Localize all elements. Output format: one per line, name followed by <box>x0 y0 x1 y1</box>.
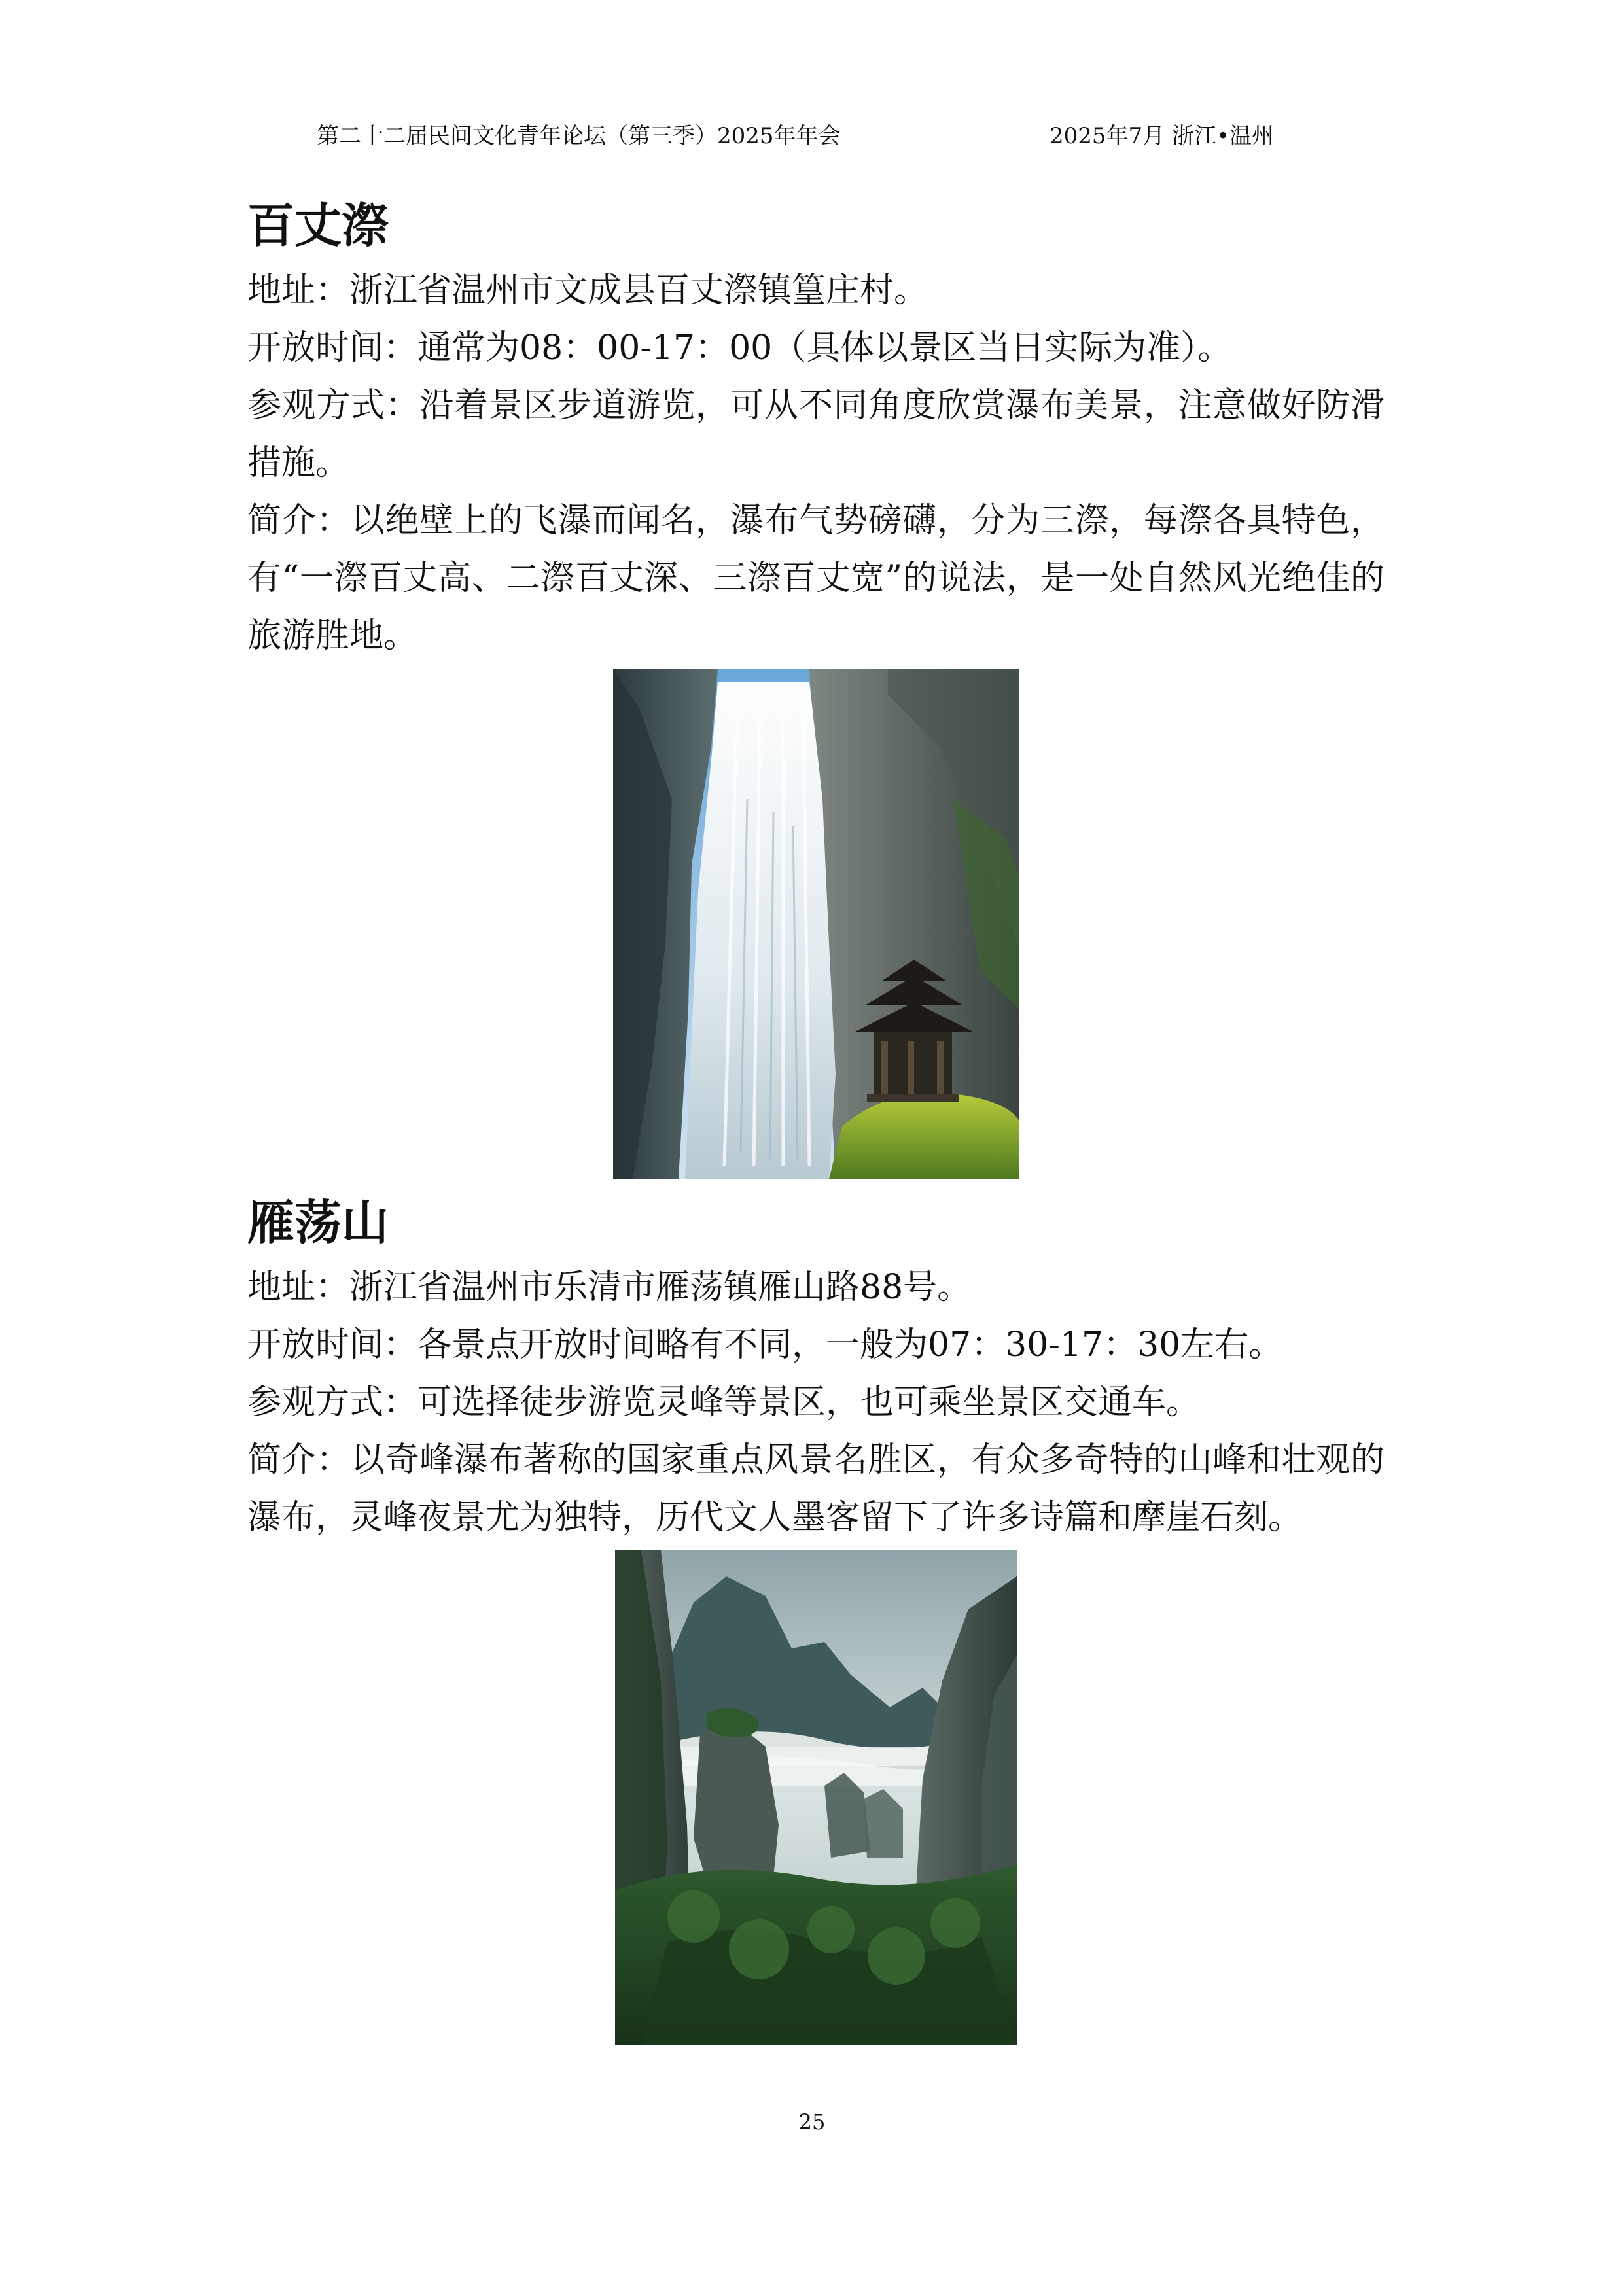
address-text: 地址：浙江省温州市乐清市雁荡镇雁山路88号。 <box>247 1268 972 1307</box>
visit-method-text: 参观方式：可选择徒步游览灵峰等景区，也可乘坐景区交通车。 <box>247 1383 1201 1422</box>
header-conference-title: 第二十二届民间文化青年论坛（第三季）2025年年会 <box>317 123 841 149</box>
opening-hours-text: 开放时间：各景点开放时间略有不同，一般为07：30-17：30左右。 <box>247 1325 1283 1365</box>
header-date-location: 2025年7月 浙江•温州 <box>1050 123 1275 149</box>
section-yandangshan <box>247 1187 1385 2045</box>
visit-method-text: 参观方式：沿着景区步道游览，可从不同角度欣赏瀑布美景，注意做好防滑措施。 <box>247 386 1385 483</box>
section-baizhangji <box>247 190 1385 1179</box>
page-content <box>247 190 1385 2053</box>
introduction-text: 简介：以奇峰瀑布著称的国家重点风景名胜区，有众多奇特的山峰和壮观的瀑布，灵峰夜景尤为独特，历代文人墨客留下了许多诗篇和摩崖石刻。 <box>247 1440 1385 1537</box>
address-text: 地址：浙江省温州市文成县百丈漈镇篁庄村。 <box>247 271 928 310</box>
page-header <box>0 116 1624 156</box>
opening-hours-text: 开放时间：通常为08：00-17：00（具体以景区当日实际为准）。 <box>247 328 1232 368</box>
mountain-photo <box>615 1550 1017 2045</box>
introduction-text: 简介：以绝壁上的飞瀑而闻名，瀑布气势磅礴，分为三漈，每漈各具特色，有“一漈百丈高、二漈百丈深、三漈百丈宽”的说法，是一处自然风光绝佳的旅游胜地。 <box>247 501 1385 655</box>
page-number: 25 <box>798 2110 826 2134</box>
section-title: 雁荡山 <box>247 1195 389 1250</box>
waterfall-photo <box>613 669 1019 1179</box>
section-title: 百丈漈 <box>247 198 389 253</box>
